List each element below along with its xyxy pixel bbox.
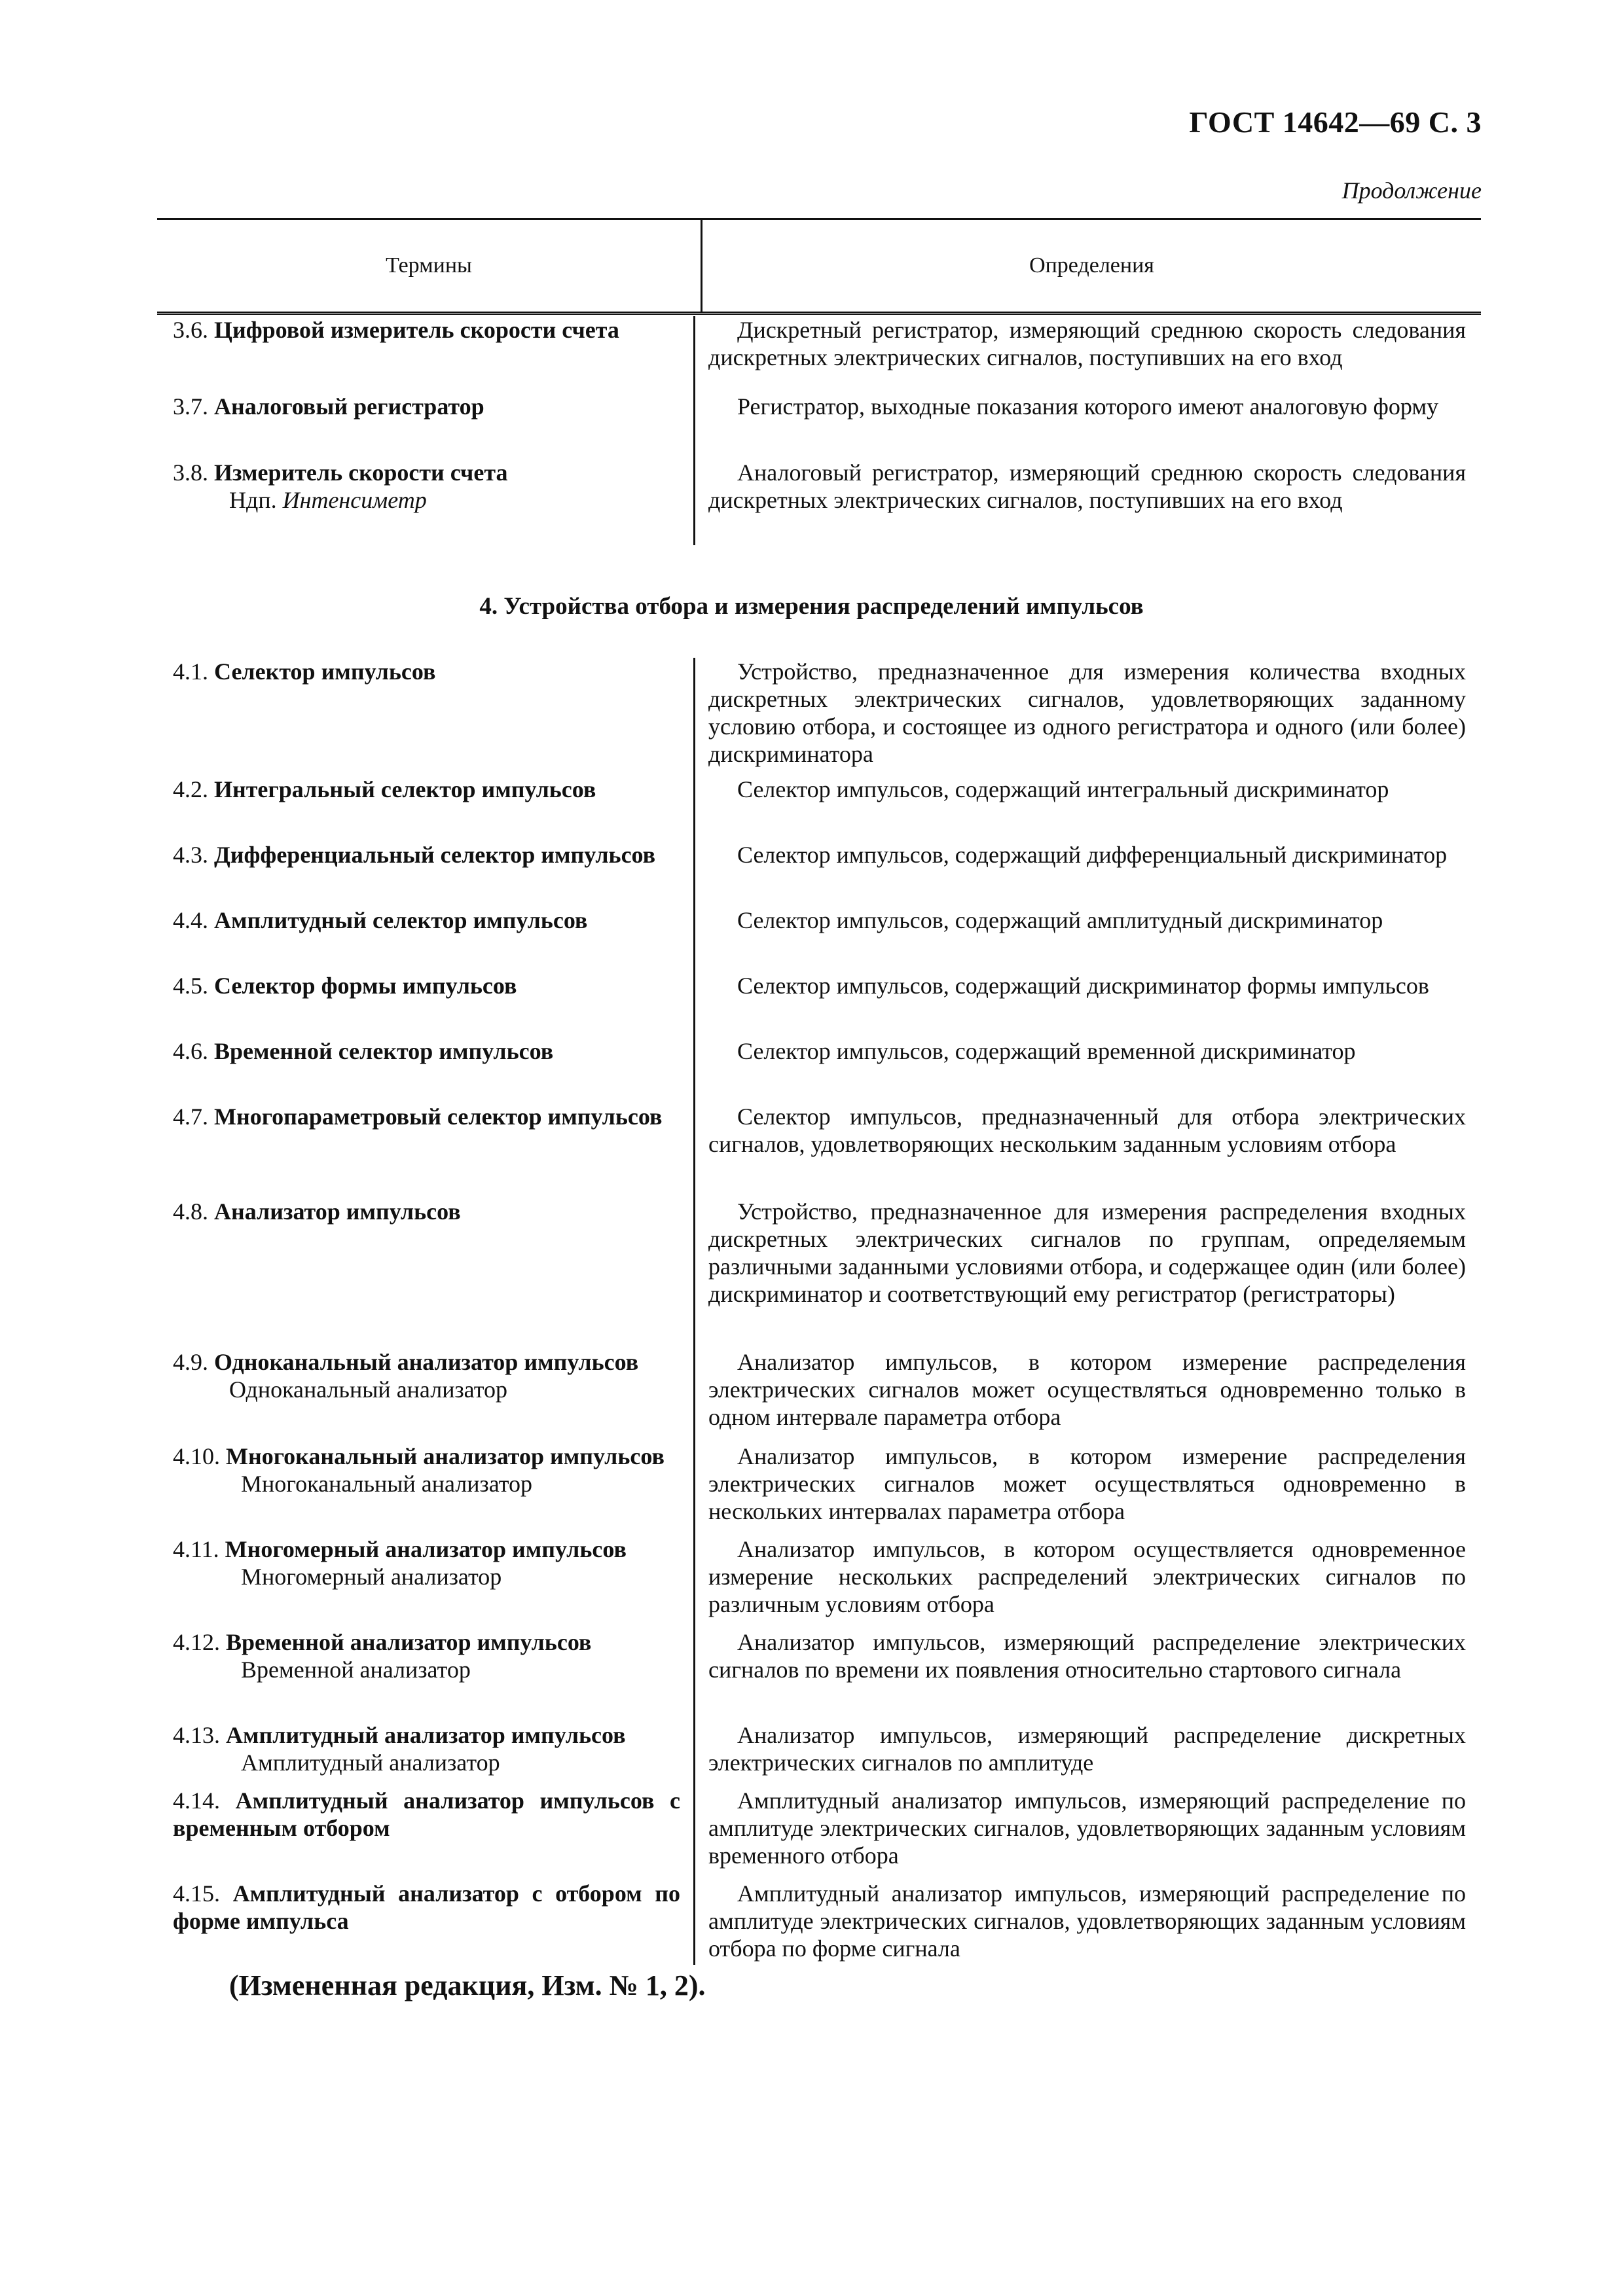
- term-number: 4.3.: [173, 842, 208, 868]
- definition-text: Селектор импульсов, содержащий дифференциальный дискриминатор: [737, 842, 1448, 868]
- definition-cell: [695, 658, 1466, 776]
- term-name: Одноканальный анализатор импульсов: [214, 1349, 639, 1375]
- term-name: Амплитудный селектор импульсов: [214, 907, 588, 933]
- term-cell: [157, 316, 695, 393]
- definition-cell: [695, 1880, 1466, 1965]
- term-name: Многоканальный анализатор импульсов: [226, 1443, 665, 1469]
- term-name: Амплитудный анализатор импульсов: [226, 1722, 626, 1748]
- definition-cell: [695, 1721, 1466, 1787]
- term-name: Измеритель скорости счета: [214, 459, 508, 486]
- definition-cell: [695, 1628, 1466, 1721]
- term-name: Интегральный селектор импульсов: [214, 776, 596, 802]
- term-name: Селектор импульсов: [214, 658, 436, 685]
- term-name: Временной анализатор импульсов: [226, 1629, 592, 1655]
- term-number: 3.6.: [173, 317, 208, 343]
- term-name: Дифференциальный селектор импульсов: [214, 842, 656, 868]
- definition-cell: [695, 841, 1466, 906]
- term-number: 4.10.: [173, 1443, 220, 1469]
- term-number: 4.11.: [173, 1536, 219, 1562]
- term-synonym: Временной анализатор: [241, 1657, 471, 1683]
- definition-cell: [695, 1198, 1466, 1348]
- term-cell: [157, 658, 695, 776]
- table-row: [157, 1103, 1481, 1198]
- column-header-definitions: Определения: [1029, 253, 1154, 278]
- term-name: Цифровой измеритель скорости счета: [214, 317, 619, 343]
- term-name: Анализатор импульсов: [214, 1198, 461, 1225]
- definition-text: Селектор импульсов, содержащий интегральный дискриминатор: [737, 776, 1389, 802]
- definition-text: Селектор импульсов, содержащий дискриминатор формы импульсов: [737, 973, 1429, 999]
- definition-text: Анализатор импульсов, измеряющий распределение электрических сигналов по времени их появления относительно стартового сигнала: [708, 1629, 1466, 1683]
- term-name: Многомерный анализатор импульсов: [225, 1536, 627, 1562]
- table-row: [157, 393, 1481, 459]
- term-number: 4.1.: [173, 658, 208, 685]
- section-3-rows: [157, 316, 1481, 545]
- term-cell: [157, 1880, 695, 1965]
- term-name: Амплитудный анализатор импульсов с временным отбором: [173, 1787, 680, 1841]
- continuation-label: Продолжение: [1341, 177, 1482, 204]
- section-4-title: 4. Устройства отбора и измерения распределений импульсов: [479, 593, 1144, 620]
- definition-cell: [695, 1787, 1466, 1880]
- term-cell: [157, 1721, 695, 1787]
- table-row: [157, 841, 1481, 906]
- term-cell: [157, 1787, 695, 1880]
- term-cell: [157, 841, 695, 906]
- definition-text: Селектор импульсов, предназначенный для отбора электрических сигналов, удовлетворяющих нескольким заданным условиям отбора: [708, 1103, 1466, 1157]
- term-cell: [157, 906, 695, 972]
- definition-text: Анализатор импульсов, в котором осуществляется одновременное измерение нескольких распределений электрических сигналов по различным условиям отбора: [708, 1536, 1466, 1617]
- definition-cell: [695, 906, 1466, 972]
- definition-cell: [695, 1443, 1466, 1535]
- term-name: Аналоговый регистратор: [214, 393, 484, 420]
- term-number: 4.12.: [173, 1629, 220, 1655]
- section-4-rows: [157, 658, 1481, 1965]
- definition-text: Дискретный регистратор, измеряющий среднюю скорость следования дискретных электрических сигналов, поступивших на его вход: [708, 317, 1466, 370]
- definition-text: Регистратор, выходные показания которого имеют аналоговую форму: [737, 393, 1439, 420]
- definition-text: Аналоговый регистратор, измеряющий среднюю скорость следования дискретных электрических сигналов, поступивших на его вход: [708, 459, 1466, 513]
- term-number: 4.13.: [173, 1722, 220, 1748]
- term-cell: [157, 1037, 695, 1103]
- table-row: [157, 776, 1481, 841]
- definition-text: Амплитудный анализатор импульсов, измеряющий распределение по амплитуде электрических сигналов, удовлетворяющих заданным условиям отбора по форме сигнала: [708, 1880, 1466, 1962]
- term-name: Многопараметровый селектор импульсов: [214, 1103, 663, 1130]
- term-number: 4.9.: [173, 1349, 208, 1375]
- term-number: 4.6.: [173, 1038, 208, 1064]
- term-name: Амплитудный анализатор с отбором по форме импульса: [173, 1880, 680, 1934]
- term-number: 4.14.: [173, 1787, 220, 1814]
- definition-cell: [695, 316, 1466, 393]
- term-cell: [157, 1348, 695, 1443]
- term-cell: [157, 1103, 695, 1198]
- term-number: 4.15.: [173, 1880, 220, 1907]
- term-cell: [157, 776, 695, 841]
- definition-text: Селектор импульсов, содержащий временной дискриминатор: [737, 1038, 1356, 1064]
- term-number: 4.4.: [173, 907, 208, 933]
- table-row: [157, 1443, 1481, 1535]
- definition-cell: [695, 1348, 1466, 1443]
- table-row: [157, 459, 1481, 545]
- table-row: [157, 1787, 1481, 1880]
- column-header-terms: Термины: [157, 220, 702, 312]
- table-header: [157, 218, 1481, 315]
- term-number: 3.7.: [173, 393, 208, 420]
- table-row: [157, 316, 1481, 393]
- definition-cell: [695, 1535, 1466, 1628]
- term-synonym: Одноканальный анализатор: [229, 1376, 507, 1403]
- term-cell: [157, 393, 695, 459]
- definition-cell: [695, 459, 1466, 545]
- term-cell: [157, 972, 695, 1037]
- document-reference: ГОСТ 14642—69 С. 3: [1189, 105, 1482, 139]
- definition-cell: [695, 1103, 1466, 1198]
- term-cell: [157, 1443, 695, 1535]
- definition-cell: [695, 972, 1466, 1037]
- definition-text: Устройство, предназначенное для измерения количества входных дискретных электрических сигналов, удовлетворяющих заданному условию отбора, и состоящее из одного регистратора и одного (или более) дискриминатора: [708, 658, 1466, 767]
- table-row: [157, 1628, 1481, 1721]
- term-cell: [157, 459, 695, 545]
- term-number: 4.7.: [173, 1103, 208, 1130]
- term-name: Селектор формы импульсов: [214, 973, 517, 999]
- definition-cell: [695, 776, 1466, 841]
- definition-text: Амплитудный анализатор импульсов, измеряющий распределение по амплитуде электрических сигналов, удовлетворяющих заданным условиям временного отбора: [708, 1787, 1466, 1869]
- term-number: 4.5.: [173, 973, 208, 999]
- definition-cell: [695, 393, 1466, 459]
- table-row: [157, 1535, 1481, 1628]
- term-number: 4.8.: [173, 1198, 208, 1225]
- definition-cell: [695, 1037, 1466, 1103]
- definition-text: Анализатор импульсов, в котором измерение распределения электрических сигналов может осуществляться одновременно в нескольких интервалах параметра отбора: [708, 1443, 1466, 1524]
- term-synonym: Многоканальный анализатор: [241, 1471, 533, 1497]
- table-row: [157, 972, 1481, 1037]
- amendment-note: (Измененная редакция, Изм. № 1, 2).: [229, 1969, 706, 2001]
- term-synonym: [173, 486, 680, 514]
- table-row: [157, 1880, 1481, 1965]
- term-cell: [157, 1628, 695, 1721]
- definition-text: Анализатор импульсов, в котором измерение распределения электрических сигналов может осуществляться одновременно только в одном интервале параметра отбора: [708, 1349, 1466, 1430]
- definition-text: Анализатор импульсов, измеряющий распределение дискретных электрических сигналов по амплитуде: [708, 1722, 1466, 1776]
- term-cell: [157, 1198, 695, 1348]
- table-row: [157, 1198, 1481, 1348]
- term-synonym: Амплитудный анализатор: [241, 1749, 500, 1776]
- term-number: 4.2.: [173, 776, 208, 802]
- synonym-text: Интенсиметр: [282, 487, 427, 513]
- synonym-prefix: Ндп.: [229, 487, 277, 513]
- table-row: [157, 906, 1481, 972]
- term-cell: [157, 1535, 695, 1628]
- term-synonym: Многомерный анализатор: [241, 1564, 502, 1590]
- table-row: [157, 1037, 1481, 1103]
- table-row: [157, 1348, 1481, 1443]
- definition-text: Селектор импульсов, содержащий амплитудный дискриминатор: [737, 907, 1383, 933]
- table-row: [157, 1721, 1481, 1787]
- definition-text: Устройство, предназначенное для измерения распределения входных дискретных электрических сигналов по группам, определяемым различными заданными условиями отбора, и содержащее один (или более) дискриминатор и соответствующий ему регистратор (регистраторы): [708, 1198, 1466, 1307]
- table-row: [157, 658, 1481, 776]
- term-number: 3.8.: [173, 459, 208, 486]
- term-name: Временной селектор импульсов: [214, 1038, 554, 1064]
